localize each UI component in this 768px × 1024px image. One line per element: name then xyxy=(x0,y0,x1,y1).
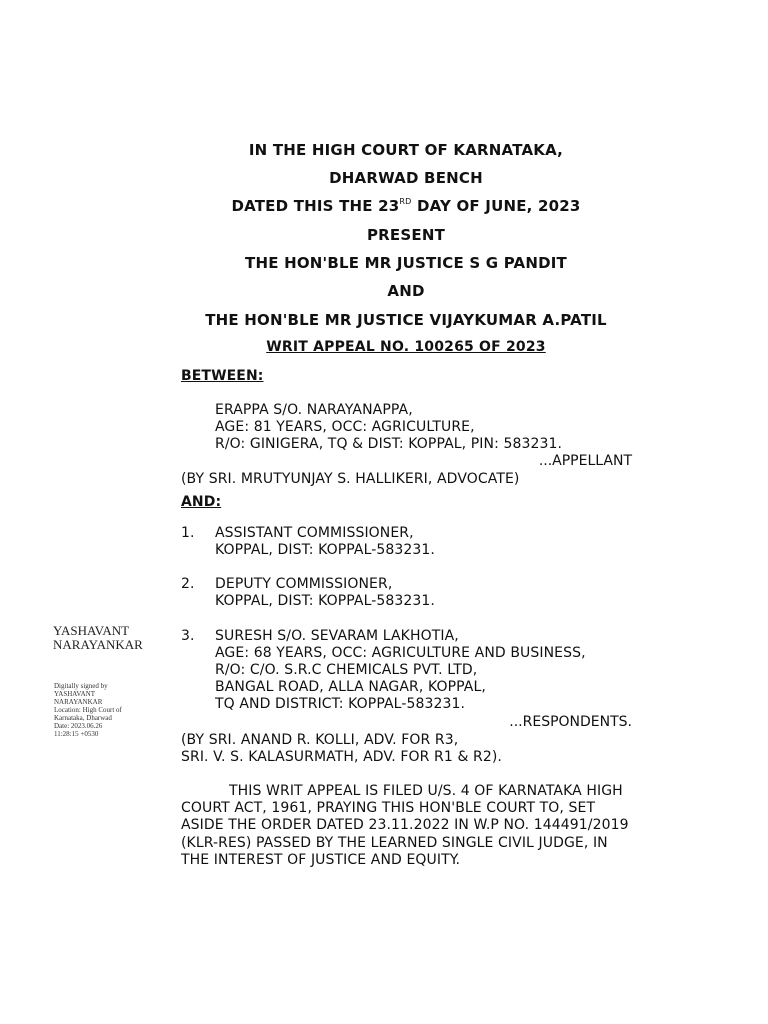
bench-name: DHARWAD BENCH xyxy=(329,169,483,187)
signature-meta-line: Digitally signed by xyxy=(54,682,108,690)
appellant-line: ERAPPA S/O. NARAYANAPPA, xyxy=(215,402,413,418)
signature-meta-line: Date: 2023.06.26 xyxy=(54,722,103,730)
respondents-counsel-line: (BY SRI. ANAND R. KOLLI, ADV. FOR R3, xyxy=(181,732,459,748)
signature-meta-line: YASHAVANT xyxy=(54,690,95,698)
court-name: IN THE HIGH COURT OF KARNATAKA, xyxy=(248,141,564,159)
signature-metadata xyxy=(54,682,122,738)
respondents-counsel-line: SRI. V. S. KALASURMATH, ADV. FOR R1 & R2). xyxy=(181,749,502,765)
respondent-line: KOPPAL, DIST: KOPPAL-583231. xyxy=(215,593,435,609)
prayer-line: COURT ACT, 1961, PRAYING THIS HON'BLE COURT TO, SET xyxy=(181,800,596,816)
signature-name-line: NARAYANKAR xyxy=(53,637,143,652)
signature-meta-line: NARAYANKAR xyxy=(54,698,103,706)
dated-superscript: RD xyxy=(399,197,412,206)
prayer-line: THE INTEREST OF JUSTICE AND EQUITY. xyxy=(181,852,461,868)
appellant-counsel: (BY SRI. MRUTYUNJAY S. HALLIKERI, ADVOCATE) xyxy=(181,471,520,487)
signature-name-line: YASHAVANT xyxy=(53,623,130,638)
prayer-line: ASIDE THE ORDER DATED 23.11.2022 IN W.P NO. 144491/2019 xyxy=(181,817,629,833)
respondent-number: 1. xyxy=(181,525,195,541)
respondent-number: 3. xyxy=(181,628,195,644)
judge-2: THE HON'BLE MR JUSTICE VIJAYKUMAR A.PATIL xyxy=(205,311,607,329)
respondent-line: ASSISTANT COMMISSIONER, xyxy=(215,525,414,541)
appellant-line: R/O: GINIGERA, TQ & DIST: KOPPAL, PIN: 583231. xyxy=(215,436,563,452)
respondent-number: 2. xyxy=(181,576,195,592)
respondent-line: SURESH S/O. SEVARAM LAKHOTIA, xyxy=(215,628,459,644)
judge-1: THE HON'BLE MR JUSTICE S G PANDIT xyxy=(245,254,567,272)
appellant-line: AGE: 81 YEARS, OCC: AGRICULTURE, xyxy=(215,419,475,435)
and-label: AND: xyxy=(181,494,222,510)
respondent-line: AGE: 68 YEARS, OCC: AGRICULTURE AND BUSINESS, xyxy=(215,645,586,661)
case-number: WRIT APPEAL NO. 100265 OF 2023 xyxy=(266,339,546,355)
signature-meta-line: Karnataka, Dharwad xyxy=(54,714,112,722)
prayer-line: (KLR-RES) PASSED BY THE LEARNED SINGLE CIVIL JUDGE, IN xyxy=(181,835,608,851)
signature-meta-line: Location: High Court of xyxy=(54,706,122,714)
dated-line xyxy=(0,197,768,215)
between-label: BETWEEN: xyxy=(181,368,264,384)
signature-name xyxy=(53,624,143,652)
dated-suffix: DAY OF JUNE, 2023 xyxy=(411,197,581,215)
respondents-tag: ...RESPONDENTS. xyxy=(509,714,632,730)
dated-prefix: DATED THIS THE 23 xyxy=(231,197,400,215)
appellant-tag: ...APPELLANT xyxy=(538,453,632,469)
and-separator: AND xyxy=(387,282,425,300)
respondent-line: R/O: C/O. S.R.C CHEMICALS PVT. LTD, xyxy=(215,662,478,678)
respondent-line: KOPPAL, DIST: KOPPAL-583231. xyxy=(215,542,435,558)
prayer-line: THIS WRIT APPEAL IS FILED U/S. 4 OF KARNATAKA HIGH xyxy=(229,783,623,799)
present-label: PRESENT xyxy=(366,226,446,244)
respondent-line: TQ AND DISTRICT: KOPPAL-583231. xyxy=(215,696,466,712)
signature-meta-line: 11:28:15 +0530 xyxy=(54,730,99,738)
respondent-line: BANGAL ROAD, ALLA NAGAR, KOPPAL, xyxy=(215,679,486,695)
respondent-line: DEPUTY COMMISSIONER, xyxy=(215,576,393,592)
